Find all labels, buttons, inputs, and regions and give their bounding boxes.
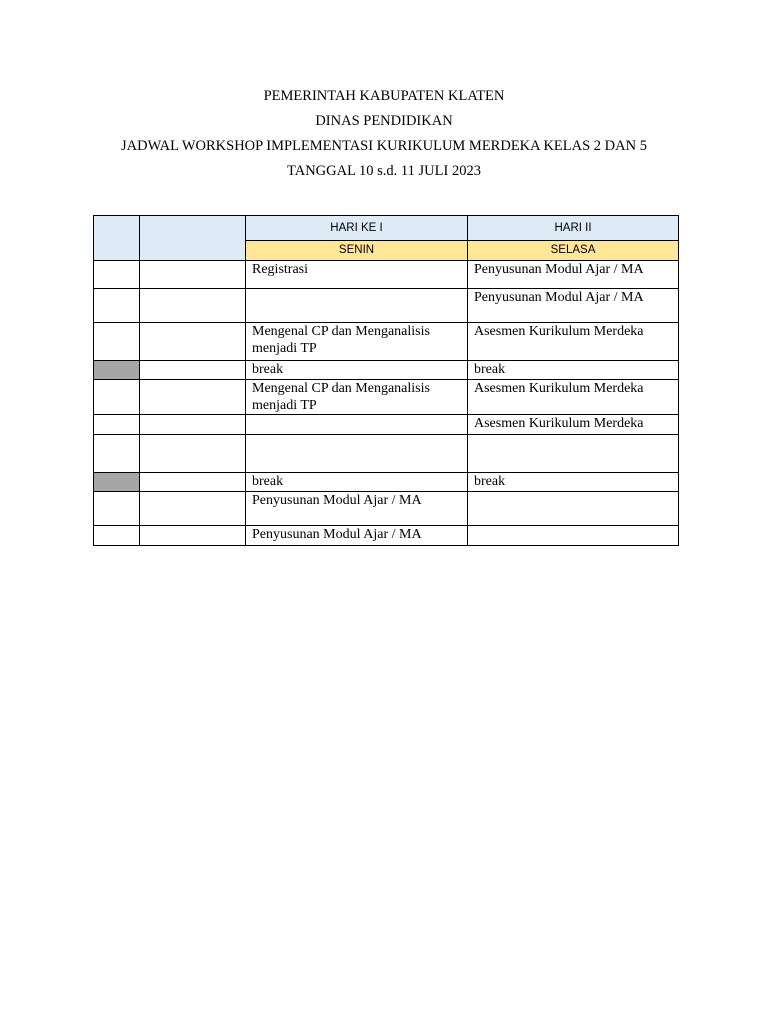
table-row — [94, 526, 679, 546]
day1-activity-cell: Penyusunan Modul Ajar / MA — [246, 492, 468, 526]
session-cell — [140, 323, 246, 361]
time-cell — [94, 261, 140, 289]
table-row — [94, 261, 679, 289]
header-line-department: DINAS PENDIDIKAN — [315, 113, 453, 129]
session-cell — [140, 361, 246, 380]
schedule-table — [93, 215, 679, 546]
session-cell — [140, 289, 246, 323]
table-row — [94, 361, 679, 380]
time-cell — [94, 492, 140, 526]
day2-activity-cell: break — [468, 473, 679, 492]
session-cell — [140, 435, 246, 473]
time-cell — [94, 473, 140, 492]
day2-activity-cell: Penyusunan Modul Ajar / MA — [468, 261, 679, 289]
day2-activity-cell: Asesmen Kurikulum Merdeka — [468, 415, 679, 435]
day2-activity-cell: break — [468, 361, 679, 380]
header-row-days — [94, 216, 679, 241]
day1-activity-cell: break — [246, 361, 468, 380]
session-cell — [140, 473, 246, 492]
day2-activity-cell — [468, 435, 679, 473]
time-cell — [94, 526, 140, 546]
header-line-title: JADWAL WORKSHOP IMPLEMENTASI KURIKULUM MERDEKA KELAS 2 DAN 5 — [121, 138, 647, 154]
document-header — [0, 86, 768, 186]
time-cell — [94, 361, 140, 380]
table-row — [94, 492, 679, 526]
day1-activity-cell: Mengenal CP dan Menganalisis menjadi TP — [246, 323, 468, 361]
day2-activity-cell: Asesmen Kurikulum Merdeka — [468, 323, 679, 361]
table-row — [94, 473, 679, 492]
session-cell — [140, 415, 246, 435]
day1-activity-cell: break — [246, 473, 468, 492]
day2-activity-cell — [468, 526, 679, 546]
header-line-government: PEMERINTAH KABUPATEN KLATEN — [263, 88, 505, 104]
header-line-date: TANGGAL 10 s.d. 11 JULI 2023 — [287, 163, 481, 179]
day1-title: HARI KE I — [246, 216, 468, 241]
day2-activity-cell — [468, 492, 679, 526]
session-cell — [140, 526, 246, 546]
day1-activity-cell — [246, 415, 468, 435]
time-cell — [94, 435, 140, 473]
day1-activity-cell: Mengenal CP dan Menganalisis menjadi TP — [246, 380, 468, 415]
table-row — [94, 380, 679, 415]
day1-activity-cell — [246, 435, 468, 473]
header-blank-cell — [94, 216, 140, 261]
day2-title: HARI II — [468, 216, 679, 241]
schedule-body — [94, 261, 679, 546]
header-blank-cell — [140, 216, 246, 261]
day1-activity-cell — [246, 289, 468, 323]
time-cell — [94, 380, 140, 415]
day2-name: SELASA — [468, 241, 679, 261]
day1-name: SENIN — [246, 241, 468, 261]
day1-activity-cell: Registrasi — [246, 261, 468, 289]
session-cell — [140, 380, 246, 415]
time-cell — [94, 323, 140, 361]
day2-activity-cell: Asesmen Kurikulum Merdeka — [468, 380, 679, 415]
time-cell — [94, 415, 140, 435]
time-cell — [94, 289, 140, 323]
table-row — [94, 435, 679, 473]
table-row — [94, 289, 679, 323]
session-cell — [140, 261, 246, 289]
session-cell — [140, 492, 246, 526]
table-row — [94, 323, 679, 361]
day1-activity-cell: Penyusunan Modul Ajar / MA — [246, 526, 468, 546]
day2-activity-cell: Penyusunan Modul Ajar / MA — [468, 289, 679, 323]
table-row — [94, 415, 679, 435]
